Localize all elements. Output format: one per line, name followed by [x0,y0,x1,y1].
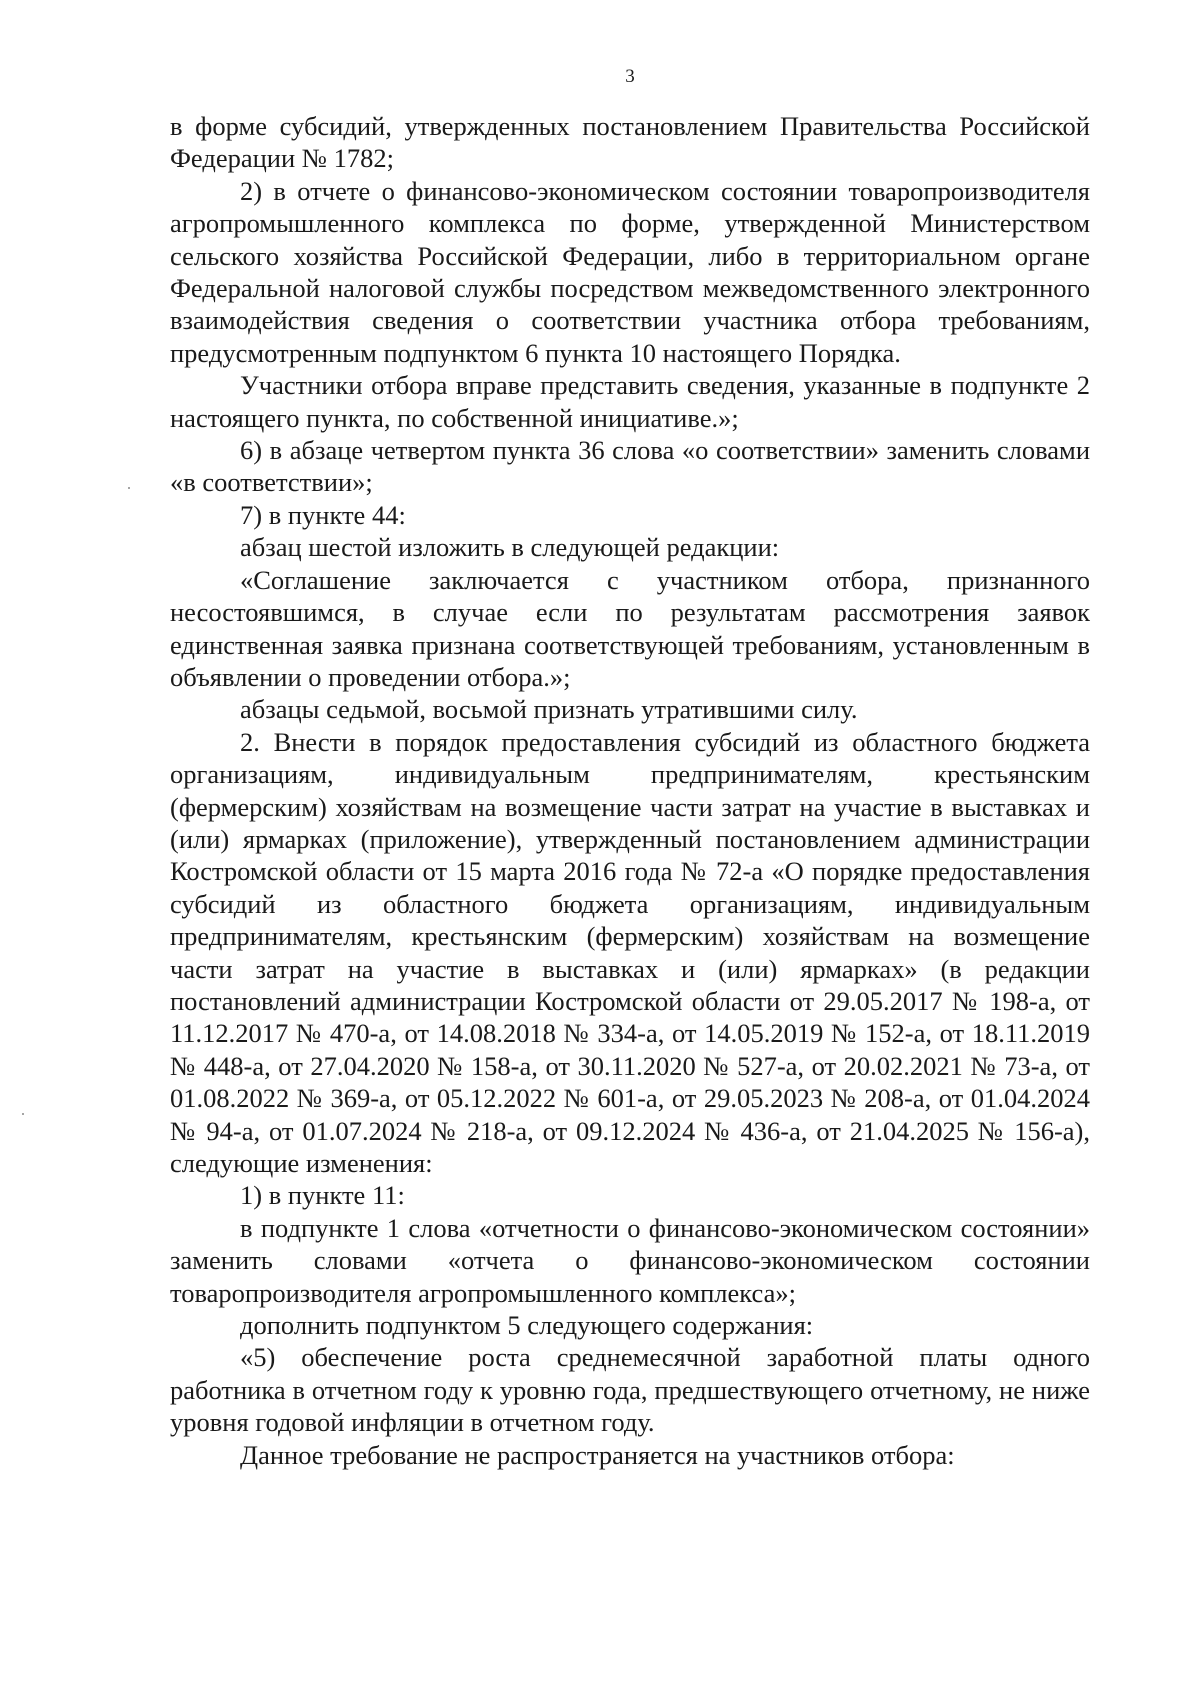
paragraph-item-7: 7) в пункте 44: [240,499,406,530]
paragraph-item-6: 6) в абзаце четвертом пункта 36 слова «о соответствии» заменить словами «в соответствии»; [170,435,1090,498]
page-number: 3 [625,66,635,87]
paragraph-subitem-5-quote: «5) обеспечение роста среднемесячной заработной платы одного работника в отчетном году к уровню года, предшествующего отчетному, не ниже уровня годовой инфляции в отчетном году. [170,1342,1090,1438]
paragraph-item-1-point-11: 1) в пункте 11: [240,1180,405,1211]
document-body [170,110,1090,1471]
paragraph-abzacs-void: абзацы седьмой, восьмой признать утратившими силу. [240,694,858,725]
paragraph-add-subitem-5: дополнить подпунктом 5 следующего содержания: [240,1310,814,1341]
scan-speck [128,487,130,489]
scan-speck [22,1113,24,1115]
paragraph-participants-initiative: Участники отбора вправе представить сведения, указанные в подпункте 2 настоящего пункта, по собственной инициативе.»; [170,370,1090,433]
paragraph-requirement-exception: Данное требование не распространяется на участников отбора: [240,1439,955,1470]
paragraph-subitem-1-words: в подпункте 1 слова «отчетности о финансово-экономическом состоянии» заменить словами «отчета о финансово-экономическом состоянии товаропроизводителя агропромышленного комплекса»; [170,1212,1090,1308]
paragraph-section-2: 2. Внести в порядок предоставления субсидий из областного бюджета организациям, индивидуальным предпринимателям, крестьянским (фермерским) хозяйствам на возмещение части затрат на участие в выставках и (или) ярмарках (приложение), утвержденный постановлением администрации Костромской области от 15 марта 2016 года № 72-а «О порядке предоставления субсидий из областного бюджета организациям, индивидуальным предпринимателям, крестьянским (фермерским) хозяйствам на возмещение части затрат на участие в выставках и (или) ярмарках» (в редакции постановлений администрации Костромской области от 29.05.2017 № 198-а, от 11.12.2017 № 470-а, от 14.08.2018 № 334-а, от 14.05.2019 № 152-а, от 18.11.2019 № 448-а, от 27.04.2020 № 158-а, от 30.11.2020 № 527-а, от 20.02.2021 № 73-а, от 01.08.2022 № 369-а, от 05.12.2022 № 601-а, от 29.05.2023 № 208-а, от 01.04.2024 № 94-а, от 01.07.2024 № 218-а, от 09.12.2024 № 436-а, от 21.04.2025 № 156-а), следующие изменения: [170,726,1090,1178]
paragraph-item-2-report: 2) в отчете о финансово-экономическом состоянии товаропроизводителя агропромышленного комплекса по форме, утвержденной Министерством сельского хозяйства Российской Федерации, либо в территориальном органе Федеральной налоговой службы посредством межведомственного электронного взаимодействия сведения о соответствии участника отбора требованиям, предусмотренным подпунктом 6 пункта 10 настоящего Порядка. [170,175,1090,368]
paragraph-sixth-abzac: абзац шестой изложить в следующей редакции: [240,532,780,563]
paragraph-subsidy-form: в форме субсидий, утвержденных постановлением Правительства Российской Федерации № 1782; [170,111,1090,174]
paragraph-agreement-quote: «Соглашение заключается с участником отбора, признанного несостоявшимся, в случае если по результатам рассмотрения заявок единственная заявка признана соответствующей требованиям, установленным в объявлении о проведении отбора.»; [170,564,1090,692]
